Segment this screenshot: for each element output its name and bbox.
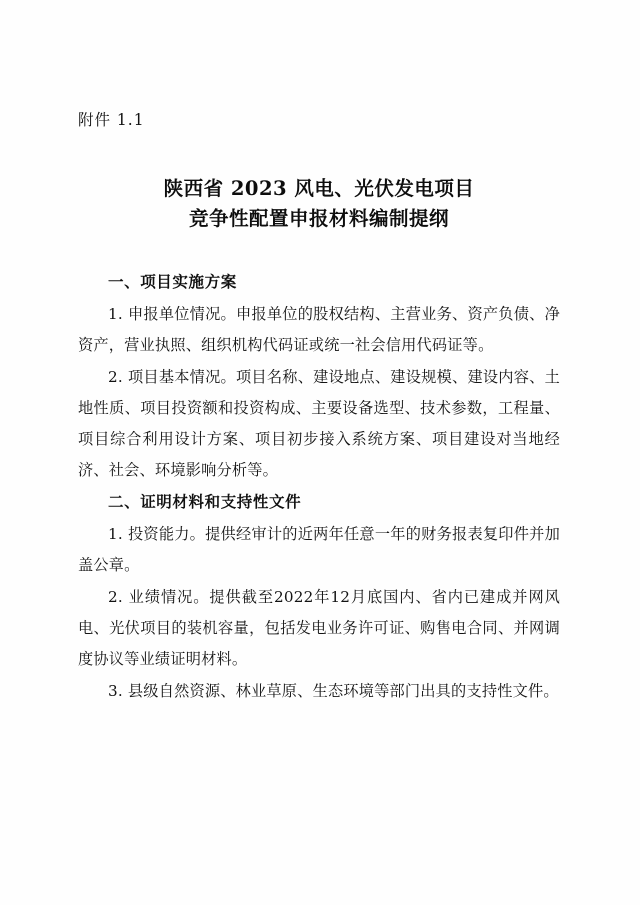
section-2-paragraph-3: 3. 县级自然资源、林业草原、生态环境等部门出具的支持性文件。 bbox=[108, 682, 559, 701]
section-supporting-documents bbox=[78, 490, 560, 707]
section-2-paragraph-2: 2. 业绩情况。提供截至2022年12月底国内、省内已建成并网风电、光伏项目的装机容量，包括发电业务许可证、购售电合同、并网调度协议等业绩证明材料。 bbox=[78, 588, 560, 669]
page-title-line-2: 竞争性配置申报材料编制提纲 bbox=[188, 207, 449, 231]
section-2-paragraph-1: 1. 投资能力。提供经审计的近两年任意一年的财务报表复印件并加盖公章。 bbox=[78, 525, 560, 575]
page-title bbox=[78, 174, 560, 234]
attachment-label: 附件 1.1 bbox=[78, 111, 145, 129]
section-heading-2: 二、证明材料和支持性文件 bbox=[108, 492, 302, 512]
page-title-line-1: 陕西省 2023 风电、光伏发电项目 bbox=[163, 177, 475, 200]
section-heading-1: 一、项目实施方案 bbox=[108, 272, 237, 292]
section-1-paragraph-2: 2. 项目基本情况。项目名称、建设地点、建设规模、建设内容、土地性质、项目投资额和投资构成、主要设备选型、技术参数，工程量、项目综合利用设计方案、项目初步接入系统方案、项目建设对当地经济、社会、环境影响分析等。 bbox=[78, 368, 560, 480]
section-1-paragraph-1: 1. 申报单位情况。申报单位的股权结构、主营业务、资产负债、净资产，营业执照、组织机构代码证或统一社会信用代码证等。 bbox=[78, 305, 560, 355]
section-project-implementation bbox=[78, 270, 560, 486]
